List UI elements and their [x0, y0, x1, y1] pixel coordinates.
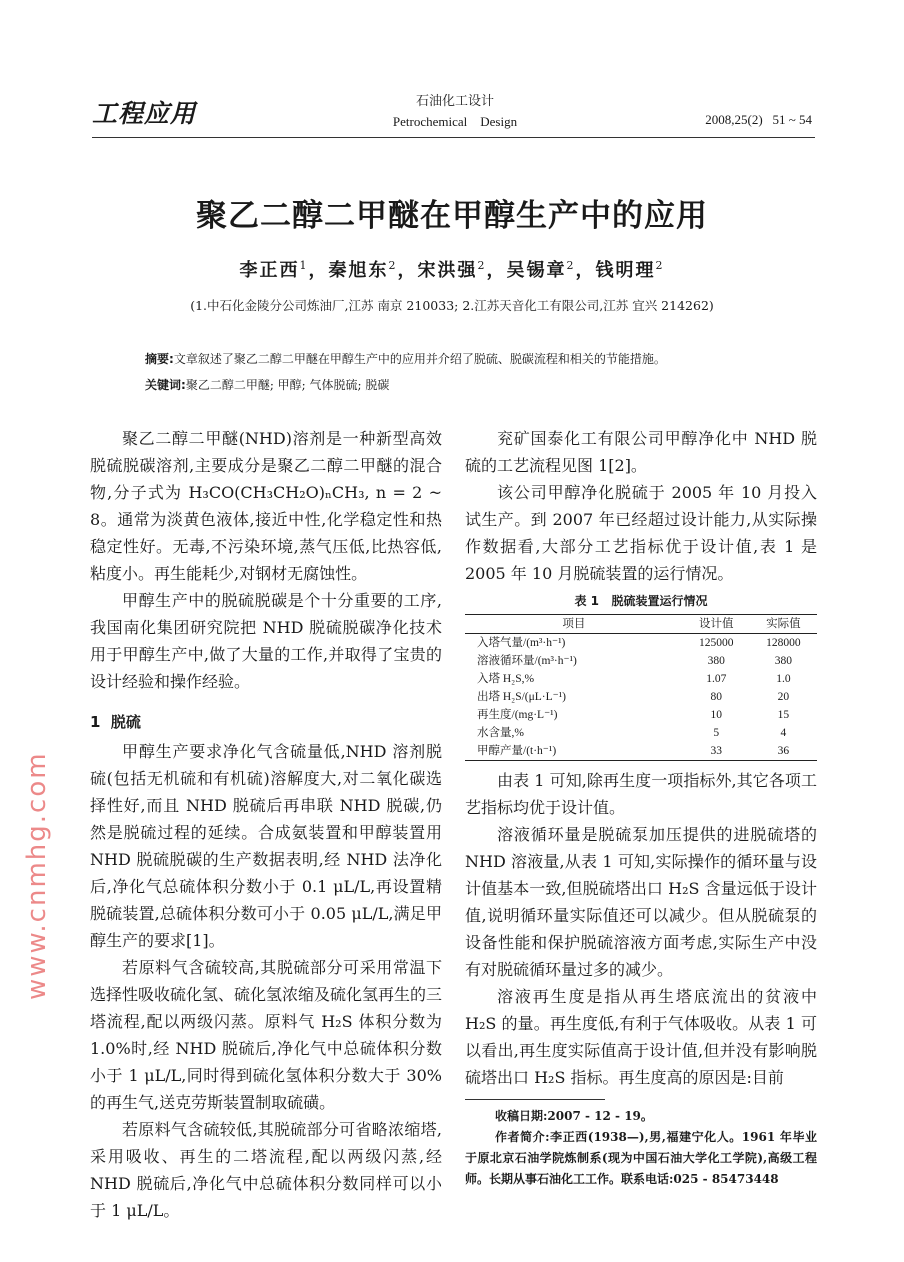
section-heading: 1 脱硫: [90, 713, 141, 731]
keywords: [145, 372, 825, 398]
left-column: [90, 425, 442, 1224]
affiliation-mark: 2: [566, 259, 576, 272]
abstract: [145, 346, 825, 372]
issue-info: 2008,25(2) 51 ~ 54: [705, 112, 812, 127]
paragraph: 溶液循环量是脱硫泵加压提供的进脱硫塔的 NHD 溶液量,从表 1 可知,实际操作的循环量与设计值基本一致,但脱硫塔出口 H₂S 含量远低于设计值,说明循环量实际值还可以减少。但从脱硫泵的设备性能和保护脱硫溶液方面考虑,实际生产中没有对脱硫循环量过多的减少。: [465, 825, 817, 979]
separator: ，: [575, 260, 596, 281]
table-cell: 4: [780, 727, 787, 739]
table-cell: 溶液循环量/(m³·h⁻¹): [477, 655, 577, 667]
table-cell: 5: [713, 727, 720, 739]
paper-title: 聚乙二醇二甲醚在甲醇生产中的应用: [196, 198, 708, 234]
author-bio: 作者简介:李正西(1938—),男,福建宁化人。1961 年毕业于原北京石油学院炼制系(现为中国石油大学化工学院),高级工程师。长期从事石油化工工作。联系电话:025 - 85473448: [465, 1130, 817, 1186]
affiliation-mark: 2: [477, 259, 487, 272]
table-cell: 10: [710, 709, 723, 721]
watermark: www.cnmhg.com: [22, 751, 52, 1000]
author: 钱明理: [595, 260, 656, 281]
table-header: 项目: [562, 618, 586, 630]
paragraph: 溶液再生度是指从再生塔底流出的贫液中 H₂S 的量。再生度低,有利于气体吸收。从表 1 可以看出,再生度实际值高于设计值,但并没有影响脱硫塔出口 H₂S 指标。再生度高的原因是:目前: [465, 987, 817, 1087]
journal-name-en: Petrochemical Design: [392, 114, 518, 129]
journal-name: [360, 92, 550, 132]
table-cell: 入塔 H₂S,%: [477, 673, 535, 685]
footnote-rule: [465, 1099, 605, 1100]
table-header-row: [465, 615, 817, 634]
author: 宋洪强: [417, 260, 478, 281]
table-row: [465, 742, 817, 761]
table-header: 设计值: [699, 618, 734, 630]
keywords-label: 关键词:: [145, 378, 186, 392]
table-cell: 128000: [766, 637, 801, 649]
author: 秦旭东: [328, 260, 389, 281]
table-row: [465, 634, 817, 653]
table-cell: 15: [777, 709, 790, 721]
paragraph: 甲醇生产中的脱硫脱碳是个十分重要的工序,我国南化集团研究院把 NHD 脱硫脱碳净化技术用于甲醇生产中,做了大量的工作,并取得了宝贵的设计经验和操作经验。: [90, 591, 442, 691]
table-cell: 125000: [699, 637, 734, 649]
journal-name-cn: 石油化工设计: [415, 94, 494, 109]
table-title: 表 1 脱硫装置运行情况: [574, 594, 708, 608]
paragraph: 聚乙二醇二甲醚(NHD)溶剂是一种新型高效脱硫脱碳溶剂,主要成分是聚乙二醇二甲醚的混合物,分子式为 H₃CO(CH₃CH₂O)ₙCH₃, n = 2 ~ 8。通常为淡黄色液体,接近中性,化学稳定性和热稳定性好。无毒,不污染环境,蒸气压低,比热容低,粘度小。再生能耗少,对钢材无腐蚀性。: [90, 429, 442, 583]
table-cell: 1.07: [706, 673, 727, 685]
table-header: 实际值: [766, 618, 801, 630]
paragraph: 若原料气含硫较低,其脱硫部分可省略浓缩塔,采用吸收、再生的二塔流程,配以两级闪蒸,经 NHD 脱硫后,净化气中总硫体积分数同样可以小于 1 μL/L。: [90, 1120, 442, 1220]
author: 李正西: [239, 260, 300, 281]
table-cell: 入塔气量/(m³·h⁻¹): [477, 637, 566, 649]
paragraph: 兖矿国泰化工有限公司甲醇净化中 NHD 脱硫的工艺流程见图 1[2]。: [465, 429, 817, 475]
separator: ，: [397, 260, 418, 281]
section-label: 工程应用: [92, 99, 197, 128]
paragraph: 由表 1 可知,除再生度一项指标外,其它各项工艺指标均优于设计值。: [465, 771, 817, 817]
paragraph: 该公司甲醇净化脱硫于 2005 年 10 月投入试生产。到 2007 年已经超过设计能力,从实际操作数据看,大部分工艺指标优于设计值,表 1 是 2005 年 10 月脱硫装置的运行情况。: [465, 483, 817, 583]
received-date: 收稿日期:2007 - 12 - 19。: [495, 1109, 653, 1123]
table-cell: 380: [707, 655, 725, 667]
separator: ，: [308, 260, 329, 281]
affiliations: (1.中石化金陵分公司炼油厂,江苏 南京 210033; 2.江苏天音化工有限公司,江苏 宜兴 214262): [190, 298, 714, 313]
header-rule: [92, 137, 815, 138]
table-row: [465, 688, 817, 706]
table-row: [465, 670, 817, 688]
table-cell: 甲醇产量/(t·h⁻¹): [477, 745, 557, 757]
table-cell: 80: [710, 691, 723, 703]
affiliation-mark: 2: [388, 259, 398, 272]
abstract-text: 文章叙述了聚乙二醇二甲醚在甲醇生产中的应用并介绍了脱硫、脱碳流程和相关的节能措施。: [173, 352, 666, 366]
table-cell: 再生度/(mg·L⁻¹): [477, 709, 558, 721]
author: 吴锡章: [506, 260, 567, 281]
separator: ，: [486, 260, 507, 281]
abstract-block: [145, 346, 825, 398]
paragraph: 若原料气含硫较高,其脱硫部分可采用常温下选择性吸收硫化氢、硫化氢浓缩及硫化氢再生的三塔流程,配以两级闪蒸。原料气 H₂S 体积分数为 1.0%时,经 NHD 脱硫后,净化气中总硫体积分数小于 1 μL/L,同时得到硫化氢体积分数大于 30%的再生气,送克劳斯装置制取硫磺。: [90, 958, 443, 1112]
paragraph: 甲醇生产要求净化气含硫量低,NHD 溶剂脱硫(包括无机硫和有机硫)溶解度大,对二氧化碳选择性好,而且 NHD 脱硫后再串联 NHD 脱碳,仍然是脱硫过程的延续。合成氨装置和甲醇装置用 NHD 脱硫脱碳的生产数据表明,经 NHD 法净化后,净化气总硫体积分数小于 0.1 μL/L,再设置精脱硫装置,总硫体积分数可小于 0.05 μL/L,满足甲醇生产的要求[1]。: [90, 742, 442, 950]
data-table: [465, 614, 817, 761]
table-cell: 出塔 H₂S/(μL·L⁻¹): [477, 691, 567, 703]
abstract-label: 摘要:: [145, 352, 174, 366]
author-list: [0, 256, 904, 282]
affiliation-mark: 1: [299, 259, 309, 272]
table-cell: 380: [774, 655, 793, 667]
table-cell: 33: [710, 745, 723, 757]
table-cell: 20: [777, 691, 790, 703]
affiliation-mark: 2: [655, 259, 665, 272]
table-cell: 水含量,%: [477, 727, 524, 739]
table-cell: 1.0: [776, 673, 791, 685]
table-row: [465, 724, 817, 742]
table-cell: 36: [777, 745, 790, 757]
table-row: [465, 652, 817, 670]
right-column: [465, 425, 817, 1190]
keywords-text: 聚乙二醇二甲醚; 甲醇; 气体脱硫; 脱碳: [185, 378, 390, 392]
table-row: [465, 706, 817, 724]
